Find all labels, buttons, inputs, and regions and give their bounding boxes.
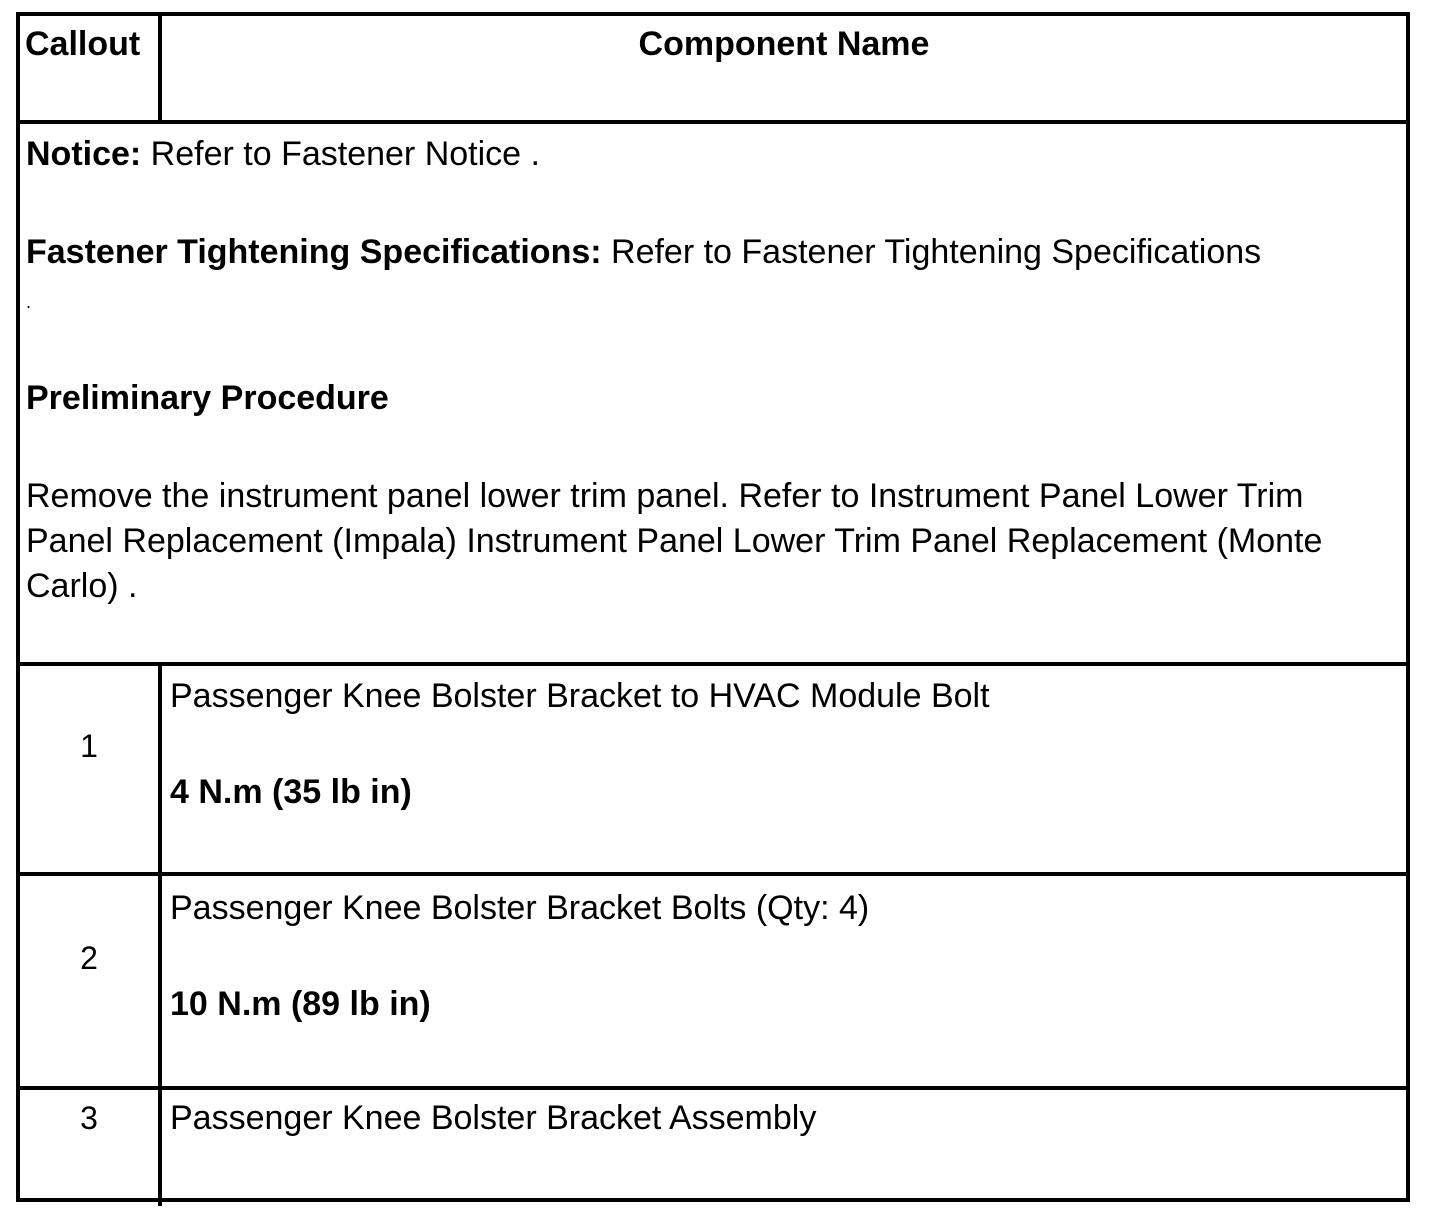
notice-text: Refer to Fastener Notice . xyxy=(141,135,540,173)
notice-row xyxy=(20,124,1406,664)
component-name: Passenger Knee Bolster Bracket Assembly xyxy=(170,1099,817,1137)
component-name-column-header: Component Name xyxy=(638,25,930,63)
callout-column-divider xyxy=(158,664,162,1206)
callout-column-header: Callout xyxy=(25,25,141,63)
header-column-divider xyxy=(158,16,162,122)
preliminary-procedure-heading: Preliminary Procedure xyxy=(26,379,389,417)
preliminary-procedure-text: Remove the instrument panel lower trim panel. Refer to Instrument Panel Lower Trim Panel Replacement (Impala) Instrument Panel Lower Trim Panel Replacement (Monte Carlo) . xyxy=(26,477,1323,605)
callout-number: 1 xyxy=(80,728,98,764)
table-row xyxy=(20,878,1406,1086)
fastener-notice xyxy=(26,132,1396,177)
callout-number: 3 xyxy=(80,1100,98,1136)
torque-spec: 4 N.m (35 lb in) xyxy=(170,773,412,811)
torque-spec: 10 N.m (89 lb in) xyxy=(170,985,431,1023)
tightening-specifications xyxy=(26,230,1396,325)
component-name: Passenger Knee Bolster Bracket Bolts (Qty: 4) xyxy=(170,889,870,927)
table-row xyxy=(20,1092,1406,1202)
fastener-spec-table xyxy=(16,12,1410,1202)
spec-trailing-period: . xyxy=(26,292,32,312)
spec-label: Fastener Tightening Specifications: xyxy=(26,233,602,271)
callout-number: 2 xyxy=(80,940,98,976)
row-divider xyxy=(20,872,1406,876)
component-name: Passenger Knee Bolster Bracket to HVAC Module Bolt xyxy=(170,677,990,715)
notice-label: Notice: xyxy=(26,135,142,173)
row-divider xyxy=(20,1086,1406,1090)
header-row xyxy=(20,16,1406,122)
table-row xyxy=(20,666,1406,874)
spec-text: Refer to Fastener Tightening Specifications xyxy=(601,233,1262,271)
